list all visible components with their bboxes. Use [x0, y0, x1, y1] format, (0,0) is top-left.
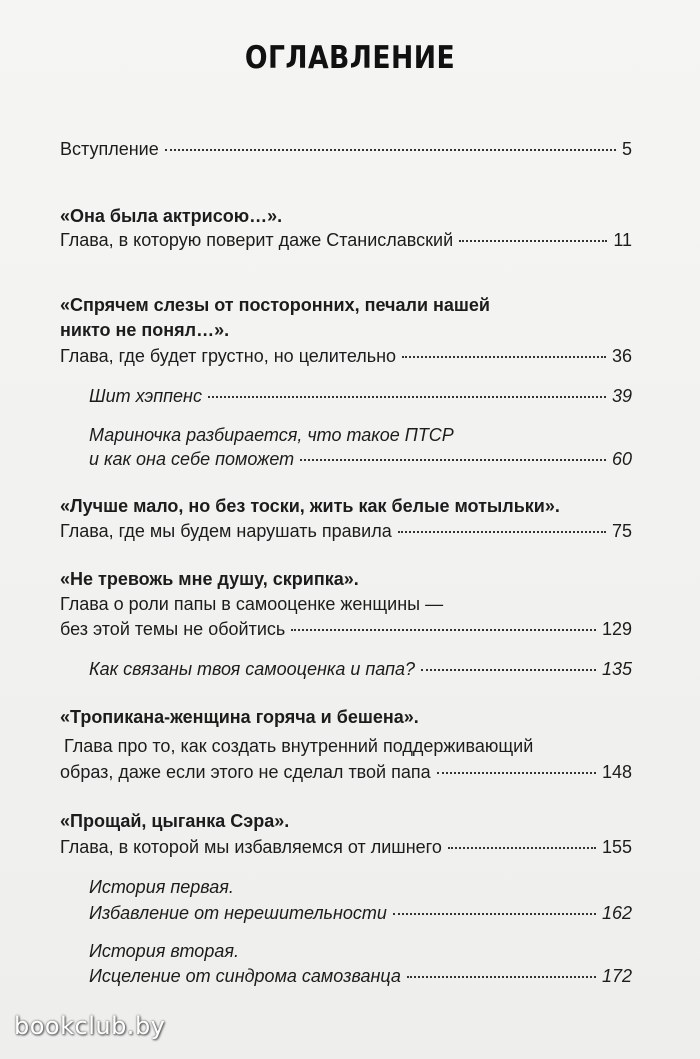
chapter-heading: «Лучше мало, но без тоски, жить как белые мотыльки».: [60, 496, 560, 516]
toc-subentry: [89, 659, 632, 680]
toc-entry: [60, 521, 632, 542]
chapter-heading: «Она была актрисою…».: [60, 206, 283, 226]
toc-entry-text: без этой темы не обойтись: [60, 619, 286, 639]
chapter-heading: «Прощай, цыганка Сэра».: [60, 811, 290, 831]
toc-subentry-line: История первая.: [89, 877, 234, 897]
toc-subentry-line: История вторая.: [89, 941, 239, 961]
toc-subentry: [89, 386, 632, 407]
dot-leader: [300, 459, 606, 461]
toc-page-number: 135: [601, 659, 632, 679]
toc-entry-text: Глава, в которую поверит даже Станиславский: [60, 230, 454, 250]
toc-entry-text: Шит хэппенс: [89, 386, 202, 406]
toc-entry-text: Глава, в которой мы избавляемся от лишнего: [60, 837, 442, 857]
toc-page-number: 39: [611, 386, 632, 406]
chapter-heading: «Тропикана-женщина горяча и бешена».: [60, 707, 419, 727]
toc-page-number: 75: [611, 521, 632, 541]
toc-entry: [60, 346, 632, 367]
dot-leader: [421, 669, 596, 671]
chapter-heading: «Не тревожь мне душу, скрипка».: [60, 569, 359, 589]
toc-subentry: [89, 903, 632, 924]
toc-page-number: 148: [601, 762, 632, 782]
toc-entry-text: и как она себе поможет: [89, 449, 295, 469]
dot-leader: [459, 240, 607, 242]
toc-page-number: 60: [611, 449, 632, 469]
toc-page-number: 129: [601, 619, 632, 639]
dot-leader: [208, 396, 606, 398]
dot-leader: [448, 847, 596, 849]
toc-entry-line: Глава о роли папы в самооценке женщины —: [60, 594, 444, 614]
toc-entry-text: Избавление от нерешительности: [89, 903, 387, 923]
dot-leader: [402, 356, 606, 358]
toc-page-number: 172: [601, 966, 632, 986]
toc-entry: [60, 619, 632, 640]
dot-leader: [291, 629, 596, 631]
toc-page-number: 5: [621, 139, 632, 159]
toc-entry-line: Глава про то, как создать внутренний поддерживающий: [64, 736, 534, 756]
toc-page-number: 155: [601, 837, 632, 857]
toc-entry-text: Вступление: [60, 139, 159, 159]
watermark-logo: bookclub.by: [14, 1012, 166, 1040]
toc-page-number: 11: [613, 230, 632, 250]
toc-entry: [60, 762, 632, 783]
toc-subentry-line: Мариночка разбирается, что такое ПТСР: [89, 425, 454, 445]
dot-leader: [393, 913, 596, 915]
page-title: ОГЛАВЛЕНИЕ: [244, 40, 456, 76]
toc-entry-intro: [60, 139, 632, 160]
toc-page-number: 162: [601, 903, 632, 923]
toc-entry: [60, 230, 632, 251]
chapter-heading: никто не понял…».: [60, 320, 230, 340]
toc-entry-text: Глава, где будет грустно, но целительно: [60, 346, 397, 366]
toc-entry-text: образ, даже если этого не сделал твой папа: [60, 762, 431, 782]
toc-page-number: 36: [611, 346, 632, 366]
toc-subentry: [89, 449, 632, 470]
toc-entry: [60, 837, 632, 858]
dot-leader: [398, 531, 606, 533]
toc-entry-text: Исцеление от синдрома самозванца: [89, 966, 401, 986]
toc-entry-text: Глава, где мы будем нарушать правила: [60, 521, 392, 541]
dot-leader: [437, 772, 596, 774]
toc-subentry: [89, 966, 632, 987]
dot-leader: [165, 149, 616, 151]
dot-leader: [407, 976, 596, 978]
toc-entry-text: Как связаны твоя самооценка и папа?: [89, 659, 416, 679]
chapter-heading: «Спрячем слезы от посторонних, печали нашей: [60, 295, 490, 315]
